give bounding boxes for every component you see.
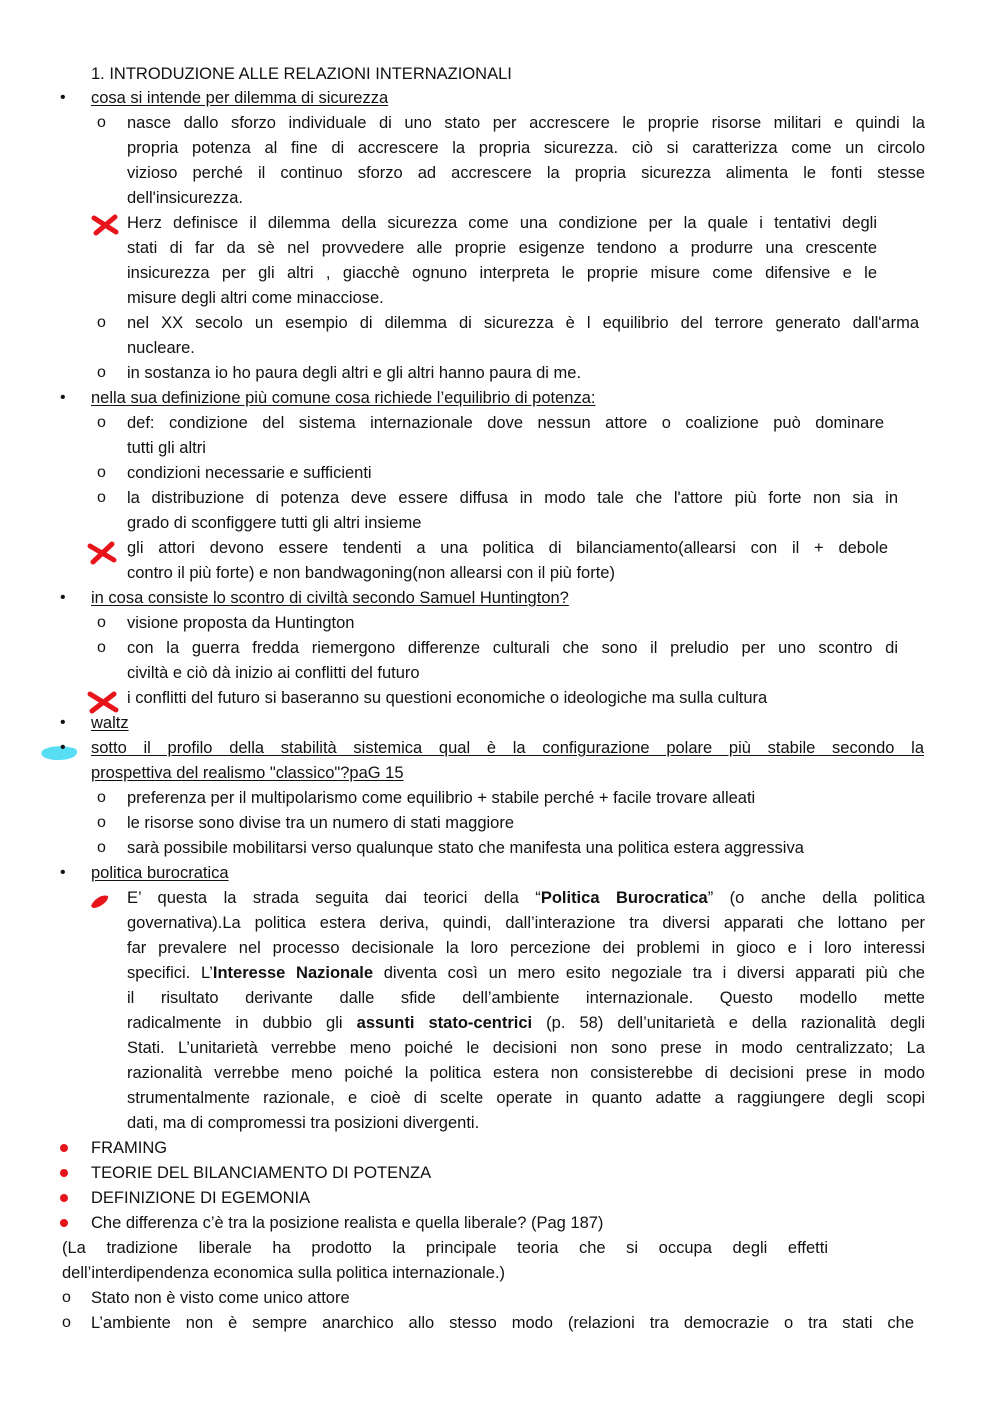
question-configurazione-polare-cont: prospettiva del realismo "classico"?paG 15 — [91, 764, 404, 782]
sub-bullet: o — [97, 414, 106, 431]
sub-bullet: o — [97, 464, 106, 481]
topic-bilanciamento: TEORIE DEL BILANCIAMENTO DI POTENZA — [91, 1164, 432, 1182]
answer-line: preferenza per il multipolarismo come equilibrio + stabile perché + facile trovare alleati — [127, 789, 756, 807]
question-politica-burocratica: politica burocratica — [91, 864, 229, 882]
section-heading: 1. INTRODUZIONE ALLE RELAZIONI INTERNAZIONALI — [91, 65, 512, 83]
question-equilibrio-potenza: nella sua definizione più comune cosa richiede l’equilibrio di potenza: — [91, 389, 596, 407]
red-x-mark-icon — [87, 541, 117, 565]
answer-line — [127, 886, 925, 911]
red-x-mark-icon — [91, 214, 119, 236]
answer-line: stati di far da sè nel provvedere alle proprie esigenze tendono a produrre una crescente — [127, 239, 877, 257]
red-dot-mark — [58, 1142, 70, 1154]
answer-line: def: condizione del sistema internazionale dove nessun attore o coalizione può dominare — [127, 414, 884, 432]
question-scontro-civilta: in cosa consiste lo scontro di civiltà secondo Samuel Huntington? — [91, 589, 569, 607]
red-dot-mark — [58, 1192, 70, 1204]
bullet-dot: • — [60, 589, 66, 606]
bullet-dot: • — [60, 389, 66, 406]
answer-line: razionalità verrebbe meno poiché la politica estera non consisterebbe di decisioni prese in modo — [127, 1064, 925, 1082]
answer-line: vizioso perché il continuo sforzo ad accrescere la propria sicurezza alimenta le fonti stesse — [127, 164, 925, 182]
red-dot-mark — [88, 891, 112, 911]
sub-bullet: o — [62, 1314, 71, 1331]
bullet-dot: • — [60, 739, 66, 756]
answer-line: grado di sconfiggere tutti gli altri insieme — [127, 514, 422, 532]
answer-line: contro il più forte) e non bandwagoning(non allearsi con il più forte) — [127, 564, 615, 582]
sub-bullet: o — [97, 489, 106, 506]
answer-line: dell'insicurezza. — [127, 189, 243, 207]
bullet-dot: • — [60, 864, 66, 881]
answer-line: nel XX secolo un esempio di dilemma di sicurezza è l equilibrio del terrore generato dall'arma — [127, 314, 919, 332]
text-run: (p. 58) dell’unitarietà e della razionalità degli — [532, 1014, 926, 1032]
answer-line — [127, 1011, 925, 1036]
answer-line: tutti gli altri — [127, 439, 206, 457]
bullet-dot: • — [60, 89, 66, 106]
answer-line: misure degli altri come minacciose. — [127, 289, 384, 307]
answer-line: visione proposta da Huntington — [127, 614, 355, 632]
answer-line: Stati. L’unitarietà verrebbe meno poiché le decisioni non sono prese in modo centralizzato; La — [127, 1039, 925, 1057]
answer-line: Stato non è visto come unico attore — [91, 1289, 350, 1307]
answer-line: la distribuzione di potenza deve essere diffusa in modo tale che l'attore più forte non sia in — [127, 489, 898, 507]
sub-bullet: o — [97, 114, 106, 131]
sub-bullet: o — [97, 639, 106, 656]
answer-line: con la guerra fredda riemergono differenze culturali che sono il preludio per uno scontro di — [127, 639, 898, 657]
text-run: diventa così un mero esito negoziale tra i diversi apparati più che — [373, 964, 925, 982]
answer-line: nasce dallo sforzo individuale di uno stato per accrescere le proprie risorse militari e quindi la — [127, 114, 925, 132]
sub-bullet: o — [97, 814, 106, 831]
paragraph-line: dell’interdipendenza economica sulla politica internazionale.) — [62, 1264, 506, 1282]
answer-line: Herz definisce il dilemma della sicurezza come una condizione per la quale i tentativi degli — [127, 214, 877, 232]
question-waltz: waltz — [91, 714, 129, 732]
text-run: E’ questa la strada seguita dai teorici della “ — [127, 889, 541, 907]
answer-line: sarà possibile mobilitarsi verso qualunque stato che manifesta una politica estera aggressiva — [127, 839, 804, 857]
answer-line: in sostanza io ho paura degli altri e gli altri hanno paura di me. — [127, 364, 582, 382]
answer-line: il risultato derivante dalle sfide dell’ambiente internazionale. Questo modello mette — [127, 989, 925, 1007]
answer-line: condizioni necessarie e sufficienti — [127, 464, 372, 482]
answer-line — [127, 961, 925, 986]
text-run: ” (o anche della politica — [707, 889, 925, 907]
answer-line: le risorse sono divise tra un numero di stati maggiore — [127, 814, 515, 832]
bold-term: Politica Burocratica — [540, 889, 708, 907]
topic-realista-liberale: Che differenza c’è tra la posizione realista e quella liberale? (Pag 187) — [91, 1214, 604, 1232]
answer-line: i conflitti del futuro si baseranno su questioni economiche o ideologiche ma sulla cultura — [127, 689, 768, 707]
answer-line: L’ambiente non è sempre anarchico allo stesso modo (relazioni tra democrazie o tra stati che — [91, 1314, 914, 1332]
topic-egemonia: DEFINIZIONE DI EGEMONIA — [91, 1189, 311, 1207]
answer-line: strumentalmente razionale, e cioè di scelte operate in quanto adatte a raggiungere degli scopi — [127, 1089, 925, 1107]
sub-bullet: o — [97, 614, 106, 631]
topic-framing: FRAMING — [91, 1139, 168, 1157]
answer-line: far prevalere nel processo decisionale la loro percezione dei problemi in gioco e i loro interessi — [127, 939, 925, 957]
sub-bullet: o — [62, 1289, 71, 1306]
bold-term: assunti stato-centrici — [356, 1014, 533, 1032]
answer-line: nucleare. — [127, 339, 195, 357]
cyan-highlight-mark — [36, 739, 82, 765]
sub-bullet: o — [97, 314, 106, 331]
answer-line: civiltà e ciò dà inizio ai conflitti del futuro — [127, 664, 420, 682]
red-dot-mark — [58, 1167, 70, 1179]
text-run: radicalmente in dubbio gli — [127, 1014, 357, 1032]
answer-line: gli attori devono essere tendenti a una politica di bilanciamento(allearsi con il + debole — [127, 539, 888, 557]
text-run: specifici. L’ — [127, 964, 213, 982]
answer-line: governativa).La politica estera deriva, quindi, dall’interazione tra diversi apparati che lottano per — [127, 914, 925, 932]
red-dot-mark — [58, 1217, 70, 1229]
answer-line: propria potenza al fine di accrescere la propria sicurezza. ciò si caratterizza come un circolo — [127, 139, 925, 157]
paragraph-line: (La tradizione liberale ha prodotto la principale teoria che si occupa degli effetti — [62, 1239, 828, 1257]
answer-line: insicurezza per gli altri , giacchè ognuno interpreta le proprie misure come difensive e le — [127, 264, 877, 282]
sub-bullet: o — [97, 364, 106, 381]
bold-term: Interesse Nazionale — [212, 964, 374, 982]
sub-bullet: o — [97, 839, 106, 856]
bullet-dot: • — [60, 714, 66, 731]
question-dilemma-sicurezza: cosa si intende per dilemma di sicurezza — [91, 89, 389, 107]
answer-line: dati, ma di compromessi tra posizioni divergenti. — [127, 1114, 480, 1132]
sub-bullet: o — [97, 789, 106, 806]
question-configurazione-polare: sotto il profilo della stabilità sistemica qual è la configurazione polare più stabile secondo la — [91, 739, 924, 757]
